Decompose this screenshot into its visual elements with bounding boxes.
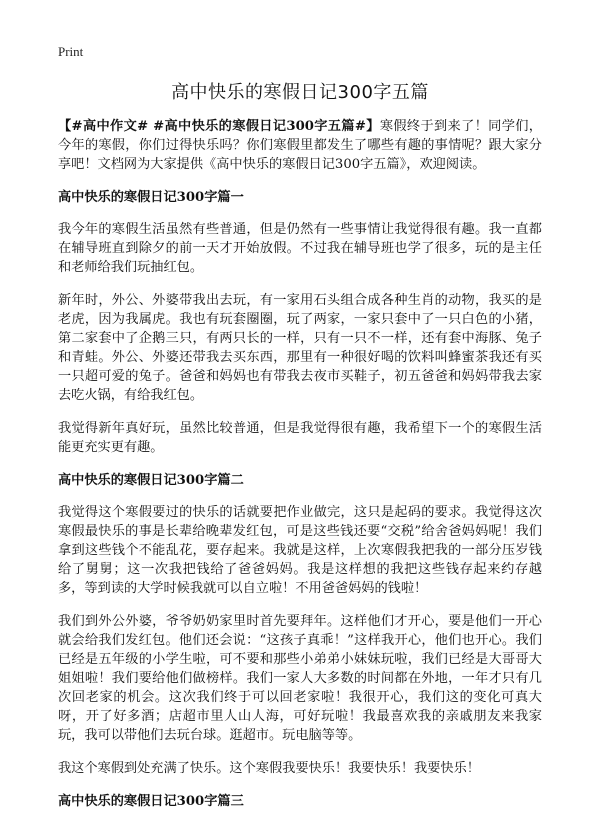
- section-heading-2: 高中快乐的寒假日记300字篇二: [58, 473, 244, 488]
- section-heading-1: 高中快乐的寒假日记300字篇一: [58, 190, 244, 205]
- section-2-paragraph-3: 我这个寒假到处充满了快乐。这个寒假我要快乐！我要快乐！我要快乐！: [58, 761, 480, 776]
- section-1-paragraph-2: 新年时，外公、外婆带我出去玩，有一家用石头组合成各种生肖的动物，我买的是老虎，因为我属虎。我也有玩套圈圈，玩了两家，一家只套中了一只白色的小猪，第二家套中了企鹅三只，有两只长的一样，只有一只不一样，还有套中海豚、兔子和青蛙。外公、外婆还带我去买东西，那里有一种很好喝的饮料叫蜂蜜茶我还有买一只超可爱的兔子。爸爸和妈妈也有带我去夜市买鞋子，初五爸爸和妈妈带我去家去吃火锅，有给我红包。: [58, 293, 542, 403]
- section-heading-3: 高中快乐的寒假日记300字篇三: [58, 794, 244, 809]
- intro-paragraph: [58, 117, 542, 174]
- section-1-paragraph-1: 我今年的寒假生活虽然有些普通，但是仍然有一些事情让我觉得很有趣。我一直都在辅导班直到除夕的前一天才开始放假。不过我在辅导班也学了很多，玩的是主任和老师给我们玩抽红包。: [58, 222, 542, 275]
- intro-tag: 【#高中作文# #高中快乐的寒假日记300字五篇#】: [58, 119, 380, 134]
- document-title: 高中快乐的寒假日记300字五篇: [171, 82, 429, 103]
- intro-text: 寒假终于到来了！同学们，今年的寒假，你们过得快乐吗？你们寒假里都发生了哪些有趣的事情呢？跟大家分享吧！文档网为大家提供《高中快乐的寒假日记300字五篇》，欢迎阅读。: [58, 119, 542, 172]
- section-1-paragraph-3: 我觉得新年真好玩，虽然比较普通，但是我觉得很有趣，我希望下一个的寒假生活能更充实更有趣。: [58, 421, 542, 455]
- section-2-paragraph-1: 我觉得这个寒假要过的快乐的话就要把作业做完，这只是起码的要求。我觉得这次寒假最快乐的事是长辈给晚辈发红包，可是这些钱还要“交税”给舍爸妈妈呢！我们拿到这些钱个不能乱花，要存起来。我就是这样，上次寒假我把我的一部分压岁钱给了舅舅；这一次我把钱给了爸爸妈妈。我是这样想的我把这些钱存起来约存越多，等到读的大学时候我就可以自立啦！不用爸爸妈妈的钱啦！: [58, 505, 542, 596]
- print-link[interactable]: Print: [58, 44, 84, 59]
- section-2-paragraph-2: 我们到外公外婆，爷爷奶奶家里时首先要拜年。这样他们才开心，要是他们一开心就会给我们发红包。他们还会说：“这孩子真乖！”这样我开心，他们也开心。我们已经是五年级的小学生啦，可不要和那些小弟弟小妹妹玩啦，我们已经是大哥哥大姐姐啦！我们要给他们做榜样。我们一家人大多数的时间都在外地，一年才只有几次回老家的机会。这次我们终于可以回老家啦！我很开心，我们这的变化可真大呀，开了好多酒；店超市里人山人海，可好玩啦！我最喜欢我的亲戚朋友来我家玩，我可以带他们去玩台球。逛超市。玩电脑等等。: [58, 614, 542, 743]
